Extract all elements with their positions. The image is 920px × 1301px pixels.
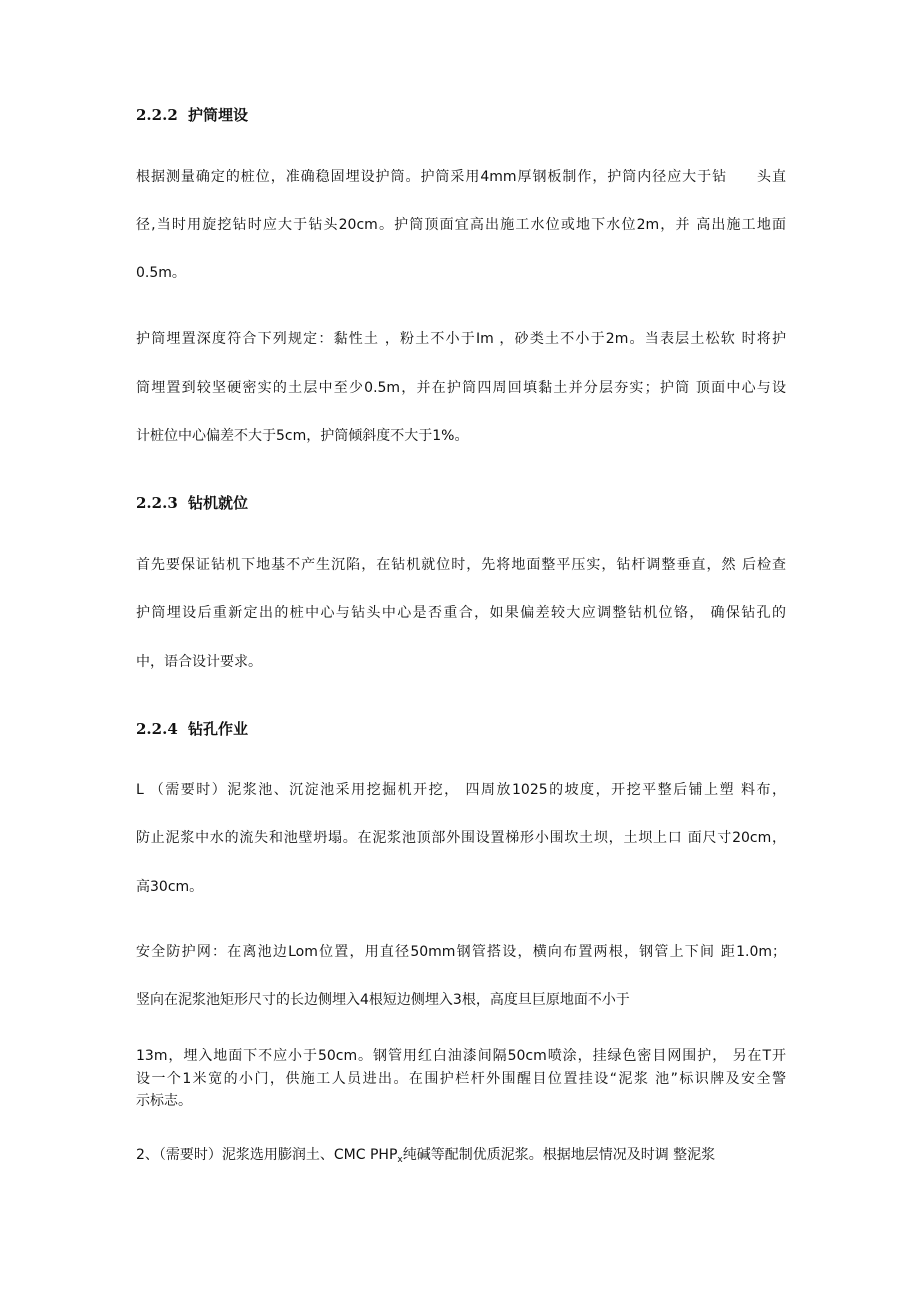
paragraph-line — [136, 1144, 786, 1165]
section-heading-2-2-2 — [136, 104, 248, 125]
paragraph-line: 首先要保证钻机下地基不产生沉陷，在钻机就位时，先将地面整平压实，钻杆调整垂直，然 后检查 — [136, 557, 786, 573]
paragraph-line: 高30cm。 — [136, 879, 204, 895]
paragraph-line: 计桩位中心偏差不大于5cm，护筒倾斜度不大于1%。 — [136, 428, 469, 444]
paragraph-line: 示标志。 — [136, 1093, 192, 1109]
line-part: 纯碱等配制优质泥浆。根据地层情况及时调 整泥浆 — [402, 1147, 716, 1163]
section-number: 2.2.4 — [136, 720, 178, 738]
section-number: 2.2.3 — [136, 494, 178, 512]
section-title: 钻机就位 — [188, 494, 249, 512]
paragraph-line: 筒埋置到较坚硬密实的土层中至少0.5m，并在护筒四周回填黏土并分层夯实；护筒 顶面中心与设 — [136, 380, 786, 396]
section-title: 护筒埋设 — [188, 106, 249, 124]
paragraph-line: 13m，埋入地面下不应小于50cm。钢管用红白油漆间隔50cm喷涂，挂绿色密目网围护， 另在T开 — [136, 1048, 786, 1064]
paragraph-line: 中，语合设计要求。 — [136, 654, 262, 670]
paragraph-line: 防止泥浆中水的流失和池壁坍塌。在泥浆池顶部外围设置梯形小围坎土坝，土坝上口 面尺寸20cm， — [136, 830, 786, 846]
paragraph-line: 安全防护网：在离池边Lom位置，用直径50mm钢管搭设，横向布置两根，钢管上下间 距1.0m； — [136, 944, 786, 960]
paragraph-line: 0.5m。 — [136, 265, 186, 281]
paragraph-line: 护筒埋置深度符合下列规定：黏性土 ，粉土不小于Im ，砂类土不小于2m。当表层土松软 时将护 — [136, 331, 786, 347]
section-number: 2.2.2 — [136, 106, 178, 124]
paragraph-line: L （需要时）泥浆池、沉淀池采用挖掘机开挖， 四周放1025的坡度，开挖平整后铺上塑 料布， — [136, 782, 786, 798]
paragraph-line: 径,当时用旋挖钻时应大于钻头20cm。护筒顶面宜高出施工水位或地下水位2m，并 高出施工地面 — [136, 217, 786, 233]
paragraph-line: 竖向在泥浆池矩形尺寸的长边侧埋入4根短边侧埋入3根，高度旦巨原地面不小于 — [136, 992, 630, 1008]
paragraph-line: 护筒埋设后重新定出的桩中心与钻头中心是否重合，如果偏差较大应调整钻机位铬， 确保钻孔的 — [136, 605, 786, 621]
section-heading-2-2-3 — [136, 492, 248, 513]
subscript: x — [397, 1155, 403, 1165]
section-heading-2-2-4 — [136, 718, 248, 739]
paragraph-line: 设一个1米宽的小门，供施工人员进出。在围护栏杆外围醒目位置挂设“泥浆 池”标识牌及安全警 — [136, 1071, 786, 1087]
paragraph-line: 根据测量确定的桩位，准确稳固埋设护筒。护筒采用4mm厚钢板制作，护筒内径应大于钻 头直 — [136, 169, 786, 185]
line-part: 2、（需要时）泥浆选用膨润土、CMC PHP — [136, 1147, 398, 1163]
section-title: 钻孔作业 — [188, 720, 249, 738]
